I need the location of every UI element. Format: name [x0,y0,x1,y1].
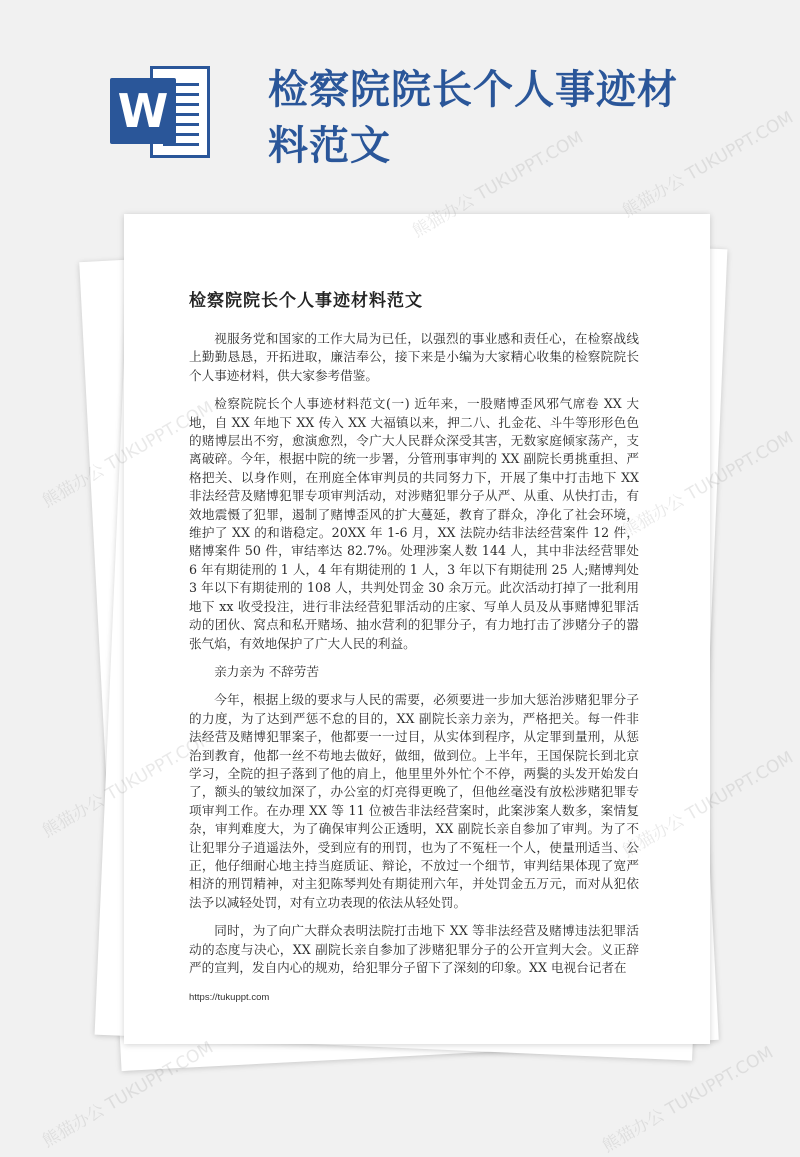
watermark-text: 熊猫办公 [39,460,109,512]
word-letter-badge: W [110,78,176,144]
paragraph-hands-on: 今年，根据上级的要求与人民的需要，必须要进一步加大惩治涉赌犯罪分子的力度，为了达到严惩不怠的目的，XX 副院长亲力亲为，严格把关。每一件非法经营及赌博犯罪案子，他都要一一过目，从实体到程序，从定罪到量刑，从惩治到教育，他都一丝不苟地去做好，做细，做到位。上半年，王国保院长到北京学习，全院的担子落到了他的肩上，他里里外外忙个不停，两鬓的头发开始发白了，额头的皱纹加深了，办公室的灯亮得更晚了，但他丝毫没有放松涉赌犯罪专项审判工作。在办理 XX 等 11 位被告非法经营案时，此案涉案人数多，案情复杂，审判难度大，为了确保审判公正透明，XX 副院长亲自参加了审判。为了不让犯罪分子逍遥法外，受到应有的刑罚，也为了不冤枉一个人，使量刑适当、公正，他仔细耐心地主持当庭质证、辩论，不放过一个细节，审判结果体现了宽严相济的刑罚精神，对主犯陈琴判处有期徒刑六年，并处罚金五万元，而对从犯依法予以减轻处罚，对有立功表现的依法从轻处罚。 [189,692,639,910]
header [0,0,800,210]
paragraph-case-one: 检察院院长个人事迹材料范文(一) 近年来，一股赌博歪风邪气席卷 XX 大地，自 XX 年地下 XX 传入 XX 大福镇以来，押二八、扎金花、斗牛等形形色色的赌博层出不穷，愈演愈烈，令广大人民群众深受其害，无数家庭倾家荡产，支离破碎。今年，根据中院的统一步署，分管刑事审判的 XX 副院长勇挑重担、严格把关、以身作则，在刑庭全体审判员的共同努力下，开展了集中打击地下 XX 非法经营及赌博犯罪专项审判活动，对涉赌犯罪分子从严、从重、从快打击，有效地震慑了犯罪，遏制了赌博歪风的扩大蔓延，教育了群众，净化了社会环境，维护了 XX 的和谐稳定。20XX 年 1-6 月，XX 法院办结非法经营案件 12 件，赌博案件 50 件，审结率达 82.7%。处理涉案人数 144 人，其中非法经营罪处 6 年有期徒刑的 1 人，4 年有期徒刑的 1 人，3 年以下有期徒刑 25 人;赌博判处 3 年以下有期徒刑的 108 人，共判处罚金 30 余万元。此次活动打掉了一批利用地下 xx 收受投注，进行非法经营犯罪活动的庄家、写单人员及从事赌博犯罪活动的团伙、窝点和私开赌场、抽水营利的犯罪分子，有力地打击了涉赌分子的嚣张气焰，有效地保护了广大人民的利益。 [189,396,639,651]
watermark-text: TUKUPPT.COM [682,427,797,506]
paragraph-intro: 视服务党和国家的工作大局为已任，以强烈的事业感和责任心，在检察战线上勤勤恳恳，开拓进取，廉洁奉公，接下来是小编为大家精心收集的检察院院长个人事迹材料，供大家参考借鉴。 [189,331,639,383]
watermark-text: 熊猫办公 TUKUPPT.COM [409,127,587,242]
watermark-text: 熊猫办公 TUKUPPT.COM [39,1037,217,1152]
section-subheading: 亲力亲为 不辞劳苦 [214,663,319,679]
watermark-text: 熊猫办公 [39,790,109,842]
page-footer-url: https://tukuppt.com [189,992,270,1003]
document-body [189,330,639,987]
paragraph-public-sentencing: 同时，为了向广大群众表明法院打击地下 XX 等非法经营及赌博违法犯罪活动的态度与决心，XX 副院长亲自参加了涉赌犯罪分子的公开宣判大会。义正辞严的宣判，发自内心的规劝，给犯罪分子留下了深刻的印象。XX 电视台记者在 [189,923,639,975]
watermark-text: 熊猫办公 TUKUPPT.COM [619,107,797,222]
watermark-text: 熊猫办公 TUKUPPT.COM [599,1042,777,1157]
watermark-text: TUKUPPT.COM [682,747,797,826]
word-document-icon [110,66,214,158]
page-heading: 检察院院长个人事迹材料范文 [189,291,423,311]
document-title: 检察院院长个人事迹材料范文 [268,67,678,169]
